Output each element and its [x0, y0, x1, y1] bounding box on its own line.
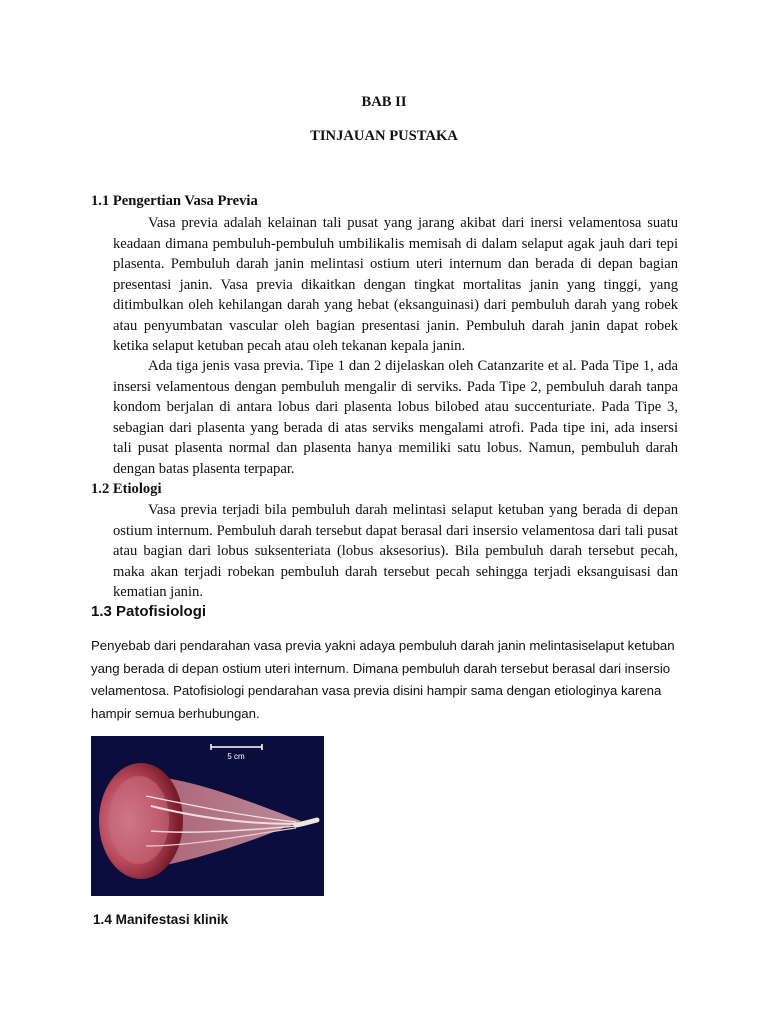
- paragraph-etiology: Vasa previa terjadi bila pembuluh darah melintasi selaput ketuban yang berada di depan ostium internum. Pembuluh darah tersebut dapat berasal dari insersio velamentosa dari tali pusat atau bagian dari lobus suksenteriata (lobus aksesorius). Bila pembuluh darah tersebut pecah, maka akan terjadi robekan pembuluh darah tersebut pecah sehingga terjadi eksanguisasi dan kematian janin.: [113, 502, 678, 600]
- scale-label: 5 cm: [227, 752, 245, 761]
- paragraph-pathophysiology: Penyebab dari pendarahan vasa previa yakni adaya pembuluh darah janin melintasiselaput ketuban yang berada di depan ostium uteri internum. Dimana pembuluh darah tersebut berasal dari insersio velamentosa. Patofisiologi pendarahan vasa previa disini hampir sama dengan etiologinya karena hampir semua berhubungan.: [91, 638, 675, 721]
- paragraph-types: Ada tiga jenis vasa previa. Tipe 1 dan 2 dijelaskan oleh Catanzarite et al. Pada Tipe 1, ada insersi velamentous dengan pembuluh mengalir di serviks. Pada Tipe 2, pembuluh darah tanpa kondom berjalan di antara lobus dari plasenta lobus bilobed atau succenturiate. Pada Tipe 3, sebagian dari plasenta yang berada di atas serviks mengalami atrofi. Pada tipe ini, ada insersi tali pusat plasenta normal dan plasenta hanya memiliki satu lobus. Namun, pembuluh darah dengan batas plasenta terpapar.: [113, 358, 678, 477]
- page-title: TINJAUAN PUSTAKA: [310, 128, 458, 144]
- section-heading-1-2: 1.2 Etiologi: [91, 481, 162, 497]
- placenta-photo: [91, 736, 324, 896]
- placenta-illustration: [91, 736, 324, 896]
- section-heading-1-1: 1.1 Pengertian Vasa Previa: [91, 193, 258, 209]
- section-heading-1-4: 1.4 Manifestasi klinik: [93, 912, 229, 927]
- section-heading-1-3: 1.3 Patofisiologi: [91, 603, 207, 620]
- paragraph-definition: Vasa previa adalah kelainan tali pusat yang jarang akibat dari inersi velamentosa suatu keadaan dimana pembuluh-pembuluh umbilikalis memisah di dalam selaput agak jauh dari tepi plasenta. Pembuluh darah janin melintasi ostium uteri internum dan berada di depan bagian presentasi janin. Vasa previa dikaitkan dengan tingkat mortalitas janin yang tinggi, yang ditimbulkan oleh kehilangan darah yang hebat (eksanguinasi) dari pembuluh darah yang robek atau penyumbatan vascular oleh bagian presentasi janin. Pembuluh darah janin dapat robek ketika selaput ketuban pecah atau oleh tekanan kepala janin.: [113, 215, 678, 354]
- chapter-label: BAB II: [361, 94, 407, 110]
